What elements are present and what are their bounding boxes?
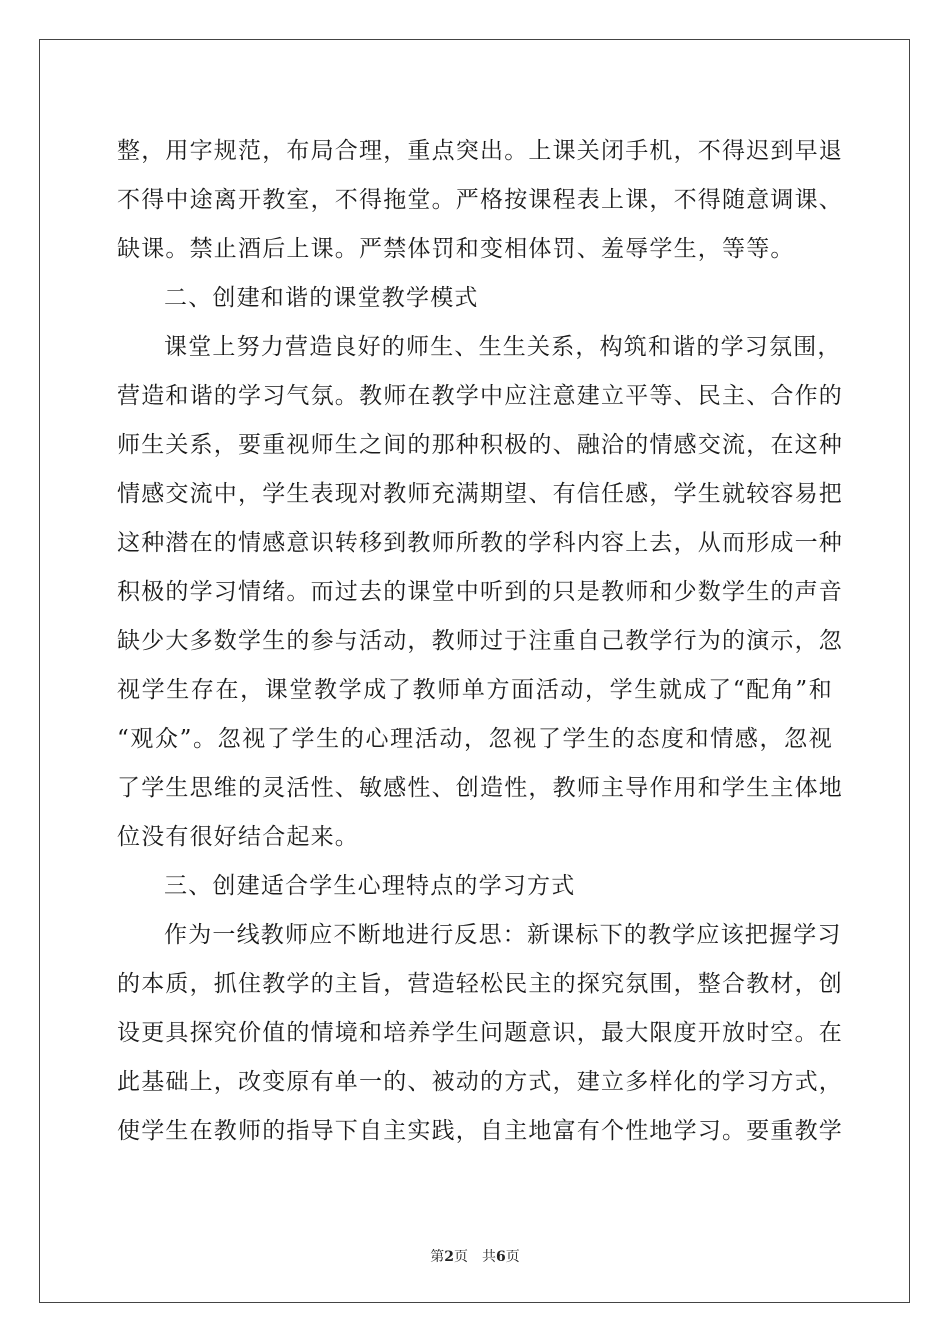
text-line: 三、创建适合学生心理特点的学习方式 — [164, 873, 576, 899]
text-line: 视学生存在，课堂教学成了教师单方面活动，学生就成了“配角”和 — [117, 677, 833, 703]
text-line: 缺少大多数学生的参与活动，教师过于注重自己教学行为的演示，忽 — [117, 628, 843, 654]
footer-total-prefix: 共 — [482, 1249, 496, 1265]
text-line: 营造和谐的学习气氛。教师在教学中应注意建立平等、民主、合作的 — [117, 383, 843, 409]
document-body — [117, 127, 843, 1156]
text-line: 缺课。禁止酒后上课。严禁体罚和变相体罚、羞辱学生，等等。 — [117, 236, 795, 262]
text-line: 使学生在教师的指导下自主实践，自主地富有个性地学习。要重教学 — [117, 1118, 843, 1144]
footer-page-number: 2 — [444, 1249, 454, 1265]
footer-page-suffix: 页 — [454, 1249, 468, 1265]
text-line: 的本质，抓住教学的主旨，营造轻松民主的探究氛围，整合教材，创 — [117, 971, 843, 997]
text-line: 整，用字规范，布局合理，重点突出。上课关闭手机，不得迟到早退 — [117, 138, 843, 164]
text-line: 作为一线教师应不断地进行反思：新课标下的教学应该把握学习 — [164, 922, 842, 948]
page-footer — [0, 1246, 950, 1266]
text-line: 这种潜在的情感意识转移到教师所教的学科内容上去，从而形成一种 — [117, 530, 843, 556]
text-line: 此基础上，改变原有单一的、被动的方式，建立多样化的学习方式， — [117, 1069, 843, 1095]
text-line: 课堂上努力营造良好的师生、生生关系，构筑和谐的学习氛围， — [164, 334, 842, 360]
text-line: “观众”。忽视了学生的心理活动，忽视了学生的态度和情感，忽视 — [117, 726, 833, 752]
text-line: 位没有很好结合起来。 — [117, 824, 359, 850]
footer-total-suffix: 页 — [505, 1249, 520, 1265]
footer-total-pages: 6 — [496, 1249, 506, 1265]
text-line: 二、创建和谐的课堂教学模式 — [164, 285, 479, 311]
text-line: 设更具探究价值的情境和培养学生问题意识，最大限度开放时空。在 — [117, 1020, 843, 1046]
text-line: 师生关系，要重视师生之间的那种积极的、融洽的情感交流，在这种 — [117, 432, 843, 458]
text-line: 积极的学习情绪。而过去的课堂中听到的只是教师和少数学生的声音 — [117, 579, 843, 605]
text-line: 了学生思维的灵活性、敏感性、创造性，教师主导作用和学生主体地 — [117, 775, 843, 801]
text-line: 情感交流中，学生表现对教师充满期望、有信任感，学生就较容易把 — [117, 481, 843, 507]
footer-prefix: 第 — [430, 1249, 445, 1265]
text-line: 不得中途离开教室，不得拖堂。严格按课程表上课，不得随意调课、 — [117, 187, 843, 213]
